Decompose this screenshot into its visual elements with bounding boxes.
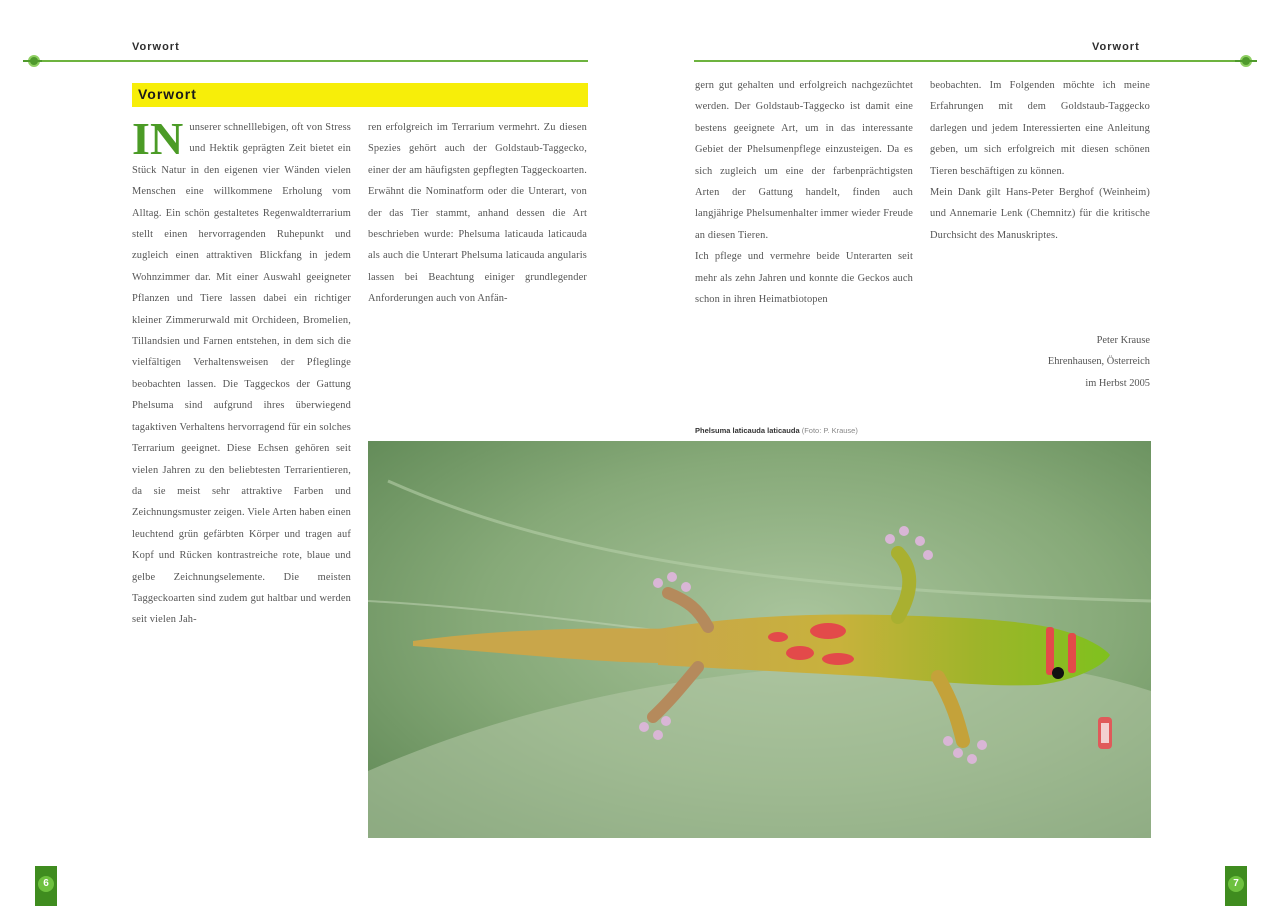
- signature-name: Peter Krause: [1096, 335, 1150, 346]
- header-rule-left: [42, 60, 588, 62]
- text-column-2: [368, 117, 587, 310]
- header-ornament-left: [28, 55, 40, 67]
- section-title: Vorwort: [138, 86, 197, 102]
- section-title-bar: [132, 83, 588, 107]
- caption-note: (Foto: P. Krause): [801, 426, 858, 435]
- running-title-left: Vorwort: [132, 41, 180, 53]
- signature-date: im Herbst 2005: [1085, 377, 1150, 389]
- header-ornament-right: [1240, 55, 1252, 67]
- text-column-3: [695, 75, 913, 310]
- page-number-right-box: [1225, 866, 1247, 906]
- page-number-right: 7: [1228, 876, 1244, 892]
- paragraph-col1: unserer schnelllebigen, oft von Stress und Hektik geprägten Zeit bietet ein Stück Natur in den eigenen vier Wänden vielen Menschen eine willkommene Erholung vom Alltag. Ein schön gestaltetes Regenwaldterrarium stellt einen hervorragenden Ruhepunkt und zugleich einen attraktiven Blickfang in jedem Wohnzimmer dar. Mit einer Auswahl geeigneter Pflanzen und Tiere lassen dabei ein richtiger kleiner Zimmerurwald mit Orchideen, Bromelien, Tillandsien und Farnen entstehen, in dem sich die vielfältigen Verhaltensweisen der Pfleglinge beobachten lassen. Die Taggeckos der Gattung Phelsuma sind aufgrund ihres überwiegend tagaktiven Verhaltens hervorragend für ein solches Terrarium geeignet. Diese Echsen gehören seit vielen Jahren zu den beliebtesten Terrarientieren, da sie meist sehr attraktive Farben und Zeichnungsmuster zeigen. Viele Arten haben einen leuchtend grün gefärbten Körper und tragen auf Kopf und Rücken kontrastreiche rote, blaue und gelbe Zeichnungselemente. Die meisten Taggeckoarten sind zudem gut haltbar und werden seit vielen Jah-: [132, 122, 351, 626]
- dropcap: IN: [132, 113, 184, 164]
- paragraph-col4a: beobachten. Im Folgenden möchte ich meine Erfahrungen mit dem Goldstaub-Taggecko darlegen und jedem Interessierten eine Anleitung geben, um sich erfolgreich mit diesen schönen Tieren beschäftigen zu können.: [930, 80, 1150, 177]
- paragraph-col3a: gern gut gehalten und erfolgreich nachgezüchtet werden. Der Goldstaub-Taggecko ist damit eine bestens geeignete Art, um in das interessante Gebiet der Phelsumenpflege einzusteigen. Da es sich zugleich um eine der farbenprächtigsten Arten der Gattung handelt, finden auch langjährige Phelsumenhalter immer wieder Freude an diesen Tieren.: [695, 80, 913, 241]
- gecko-photo: [368, 441, 1151, 838]
- page-number-left: 6: [38, 876, 54, 892]
- page-number-left-box: [35, 866, 57, 906]
- paragraph-col3b: Ich pflege und vermehre beide Unterarten seit mehr als zehn Jahren und konnte die Geckos auch schon in ihren Heimatbiotopen: [695, 251, 913, 306]
- gecko-illustration: [368, 441, 1151, 838]
- caption-species: Phelsuma laticauda laticauda: [695, 426, 800, 435]
- header-rule-right: [694, 60, 1240, 62]
- paragraph-col2: ren erfolgreich im Terrarium vermehrt. Zu diesen Spezies gehört auch der Goldstaub-Taggecko, einer der am häufigsten gepflegten Taggeckoarten. Erwähnt die Nominatform oder die Unterart, von der das Tier stammt, anhand dessen die Art beschrieben wurde: Phelsuma laticauda laticauda als auch die Unterart Phelsuma laticauda angularis lassen bei Beachtung einiger grundlegender Anforderungen auch von Anfän-: [368, 122, 587, 305]
- text-column-1: [132, 113, 351, 631]
- text-column-4: [930, 75, 1150, 246]
- figure-caption: [695, 426, 858, 435]
- signature-block: [930, 330, 1150, 394]
- signature-place: Ehrenhausen, Österreich: [1047, 356, 1150, 368]
- paragraph-col4b: Mein Dank gilt Hans-Peter Berghof (Weinheim) und Annemarie Lenk (Chemnitz) für die kritische Durchsicht des Manuskriptes.: [930, 187, 1150, 241]
- running-title-right: Vorwort: [1092, 41, 1140, 53]
